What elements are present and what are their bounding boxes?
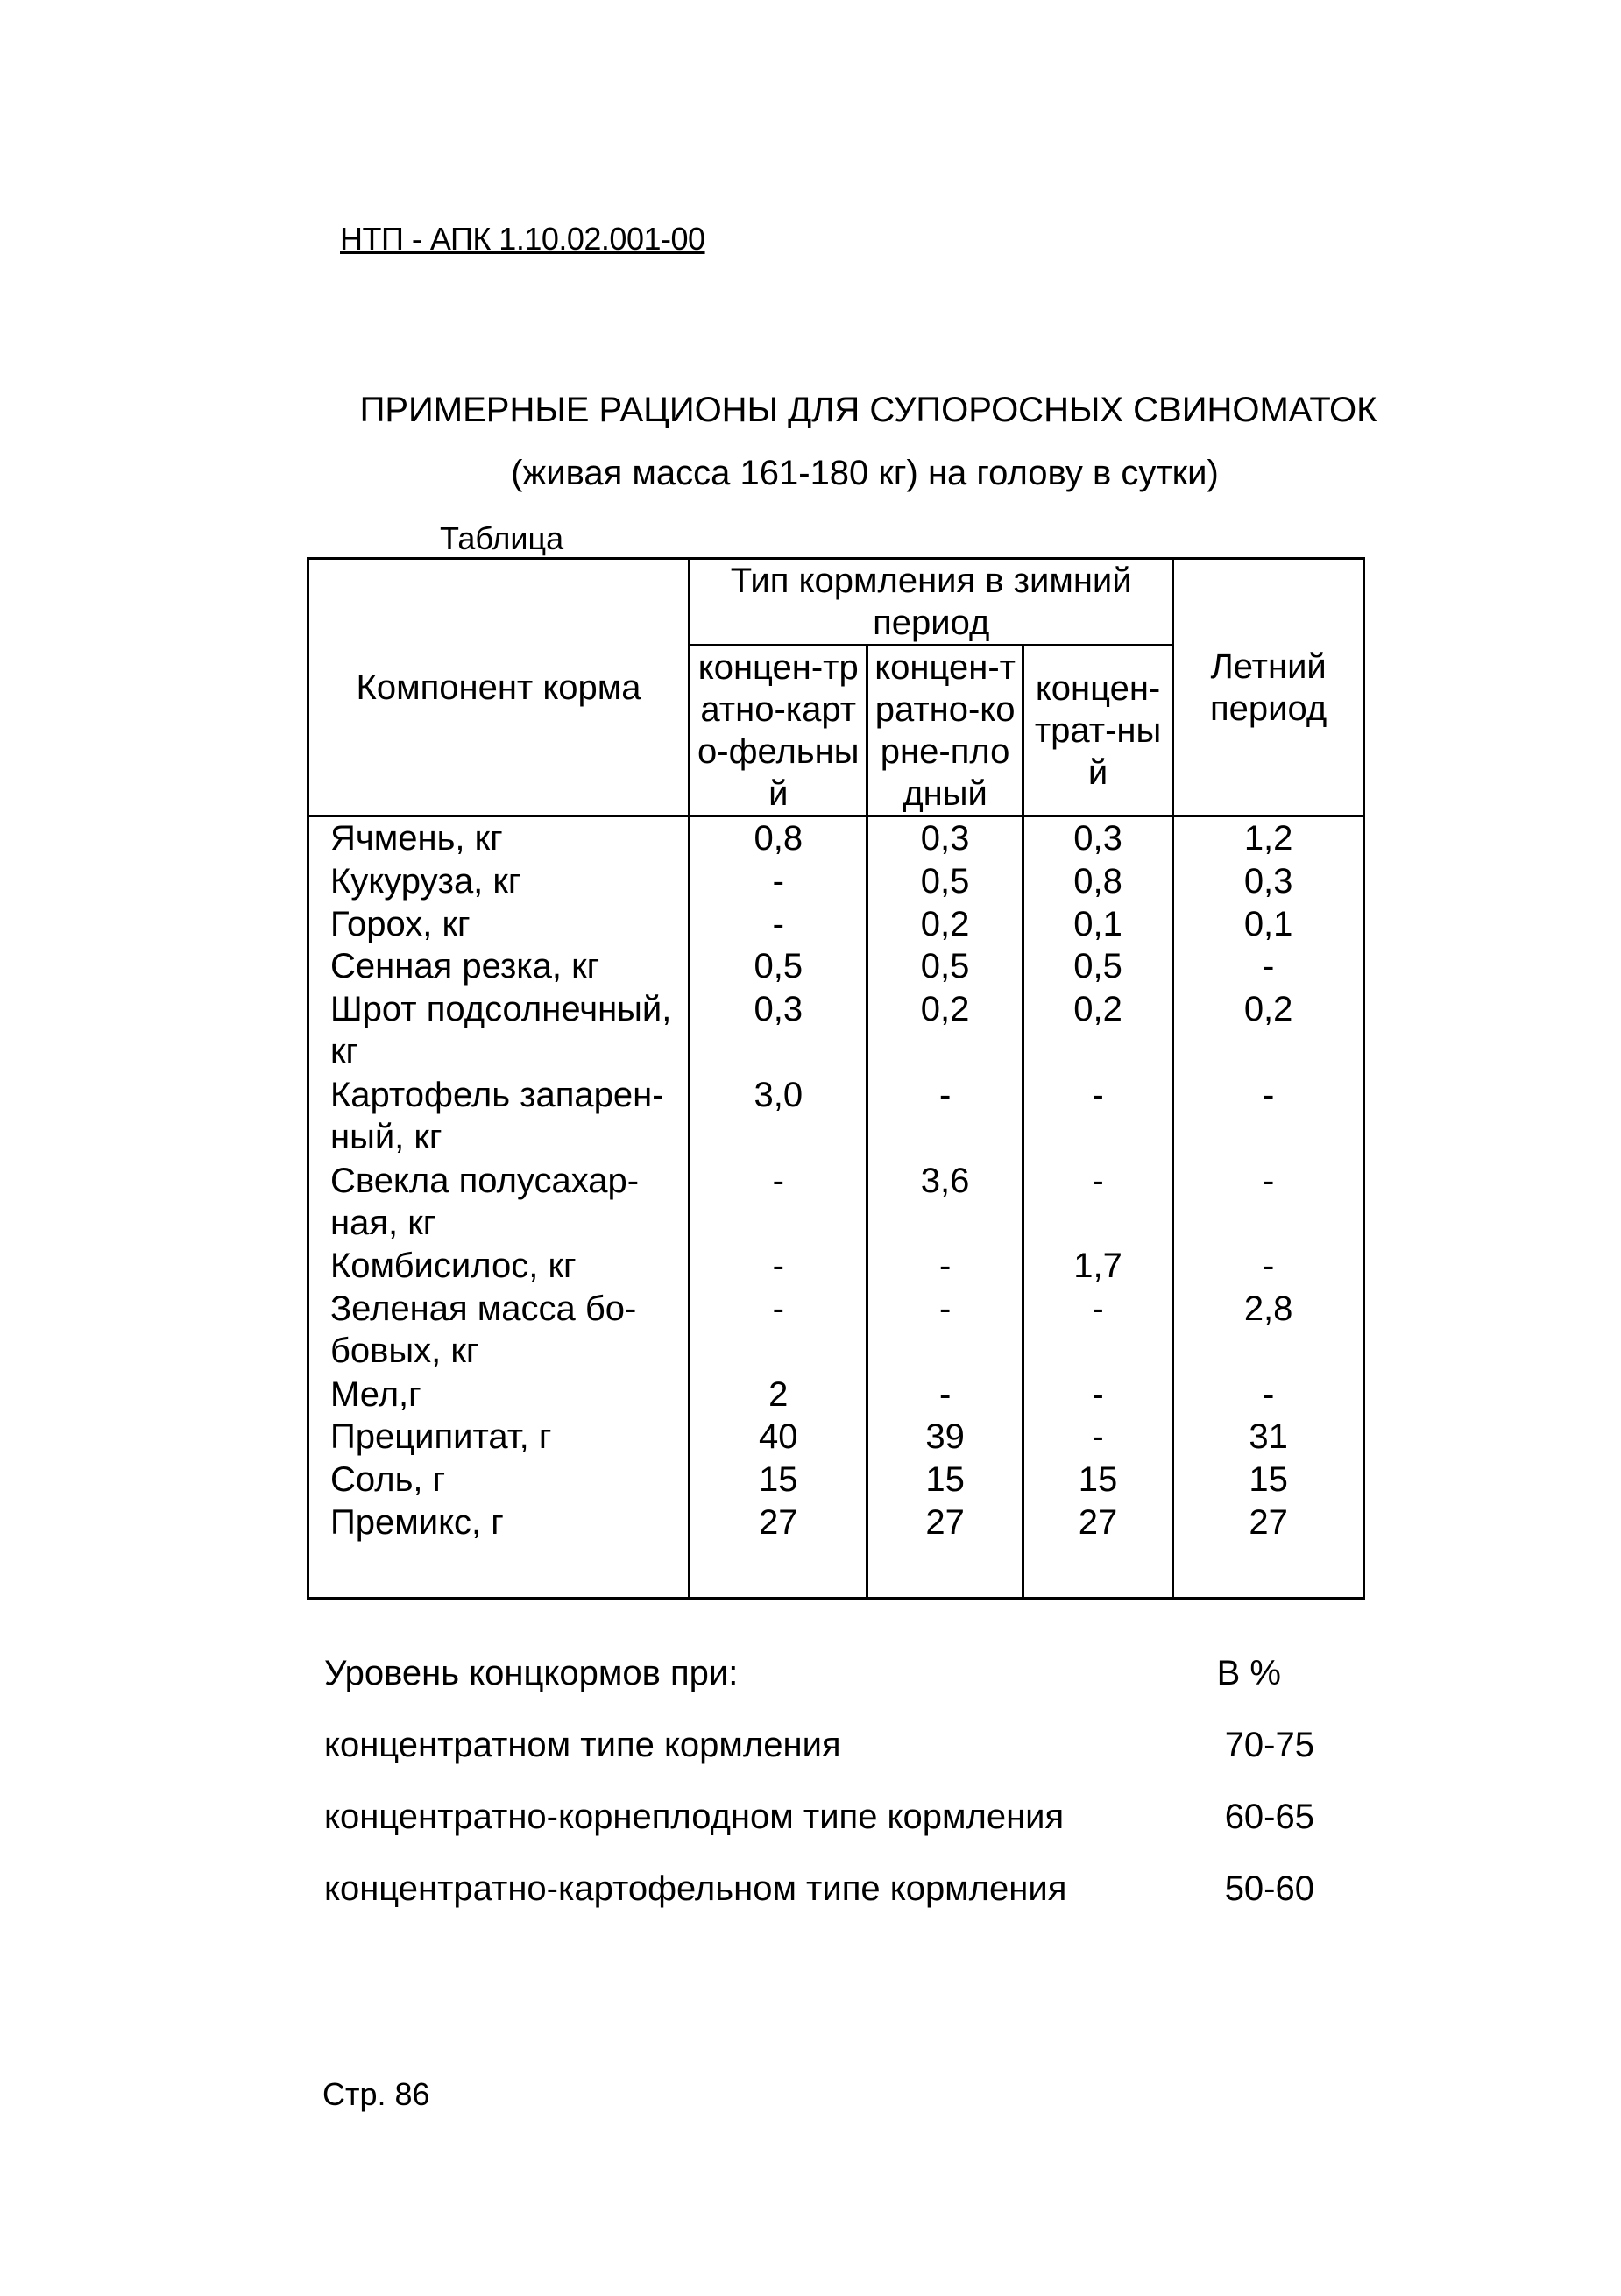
table-row — [308, 988, 1364, 1074]
value-cell: 0,8 — [690, 816, 867, 860]
component-cell: Комбисилос, кг — [308, 1245, 690, 1288]
empty-cell — [1023, 1544, 1172, 1599]
value-cell: 3,0 — [690, 1074, 867, 1160]
component-cell: Кукуруза, кг — [308, 860, 690, 903]
value-cell: - — [1173, 945, 1364, 988]
levels-unit: В % — [1216, 1654, 1281, 1692]
value-cell: - — [1173, 1245, 1364, 1288]
table-row — [308, 1459, 1364, 1501]
value-cell: 0,3 — [1023, 816, 1172, 860]
value-cell: 31 — [1173, 1416, 1364, 1459]
header-winter-group: Тип кормления в зимний период — [690, 559, 1173, 646]
levels-header-row — [324, 1654, 1314, 1703]
value-cell: 0,5 — [867, 945, 1023, 988]
value-cell: 0,2 — [867, 988, 1023, 1074]
levels-row — [324, 1869, 1314, 1918]
value-cell: 0,2 — [1173, 988, 1364, 1074]
value-cell: 27 — [1173, 1501, 1364, 1544]
levels-value: 60-65 — [1224, 1798, 1314, 1836]
levels-row — [324, 1798, 1314, 1847]
value-cell: - — [1023, 1288, 1172, 1374]
value-cell: - — [690, 1245, 867, 1288]
value-cell: 1,2 — [1173, 816, 1364, 860]
empty-cell — [1173, 1544, 1364, 1599]
value-cell: 40 — [690, 1416, 867, 1459]
value-cell: 3,6 — [867, 1160, 1023, 1246]
levels-heading: Уровень концкормов при: — [324, 1654, 739, 1692]
table-row — [308, 1416, 1364, 1459]
value-cell: 15 — [690, 1459, 867, 1501]
empty-cell — [690, 1544, 867, 1599]
value-cell: 0,3 — [690, 988, 867, 1074]
value-cell: 0,5 — [690, 945, 867, 988]
empty-cell — [867, 1544, 1023, 1599]
component-cell: Горох, кг — [308, 903, 690, 946]
value-cell: - — [867, 1245, 1023, 1288]
value-cell: 0,8 — [1023, 860, 1172, 903]
value-cell: 2 — [690, 1374, 867, 1416]
table-row — [308, 816, 1364, 860]
value-cell: - — [867, 1288, 1023, 1374]
value-cell: - — [1023, 1160, 1172, 1246]
table-row — [308, 1374, 1364, 1416]
value-cell: - — [690, 860, 867, 903]
levels-label: концентратном типе кормления — [324, 1726, 841, 1764]
value-cell: 27 — [867, 1501, 1023, 1544]
component-cell: Соль, г — [308, 1459, 690, 1501]
document-code: НТП - АПК 1.10.02.001-00 — [340, 221, 705, 257]
value-cell: - — [690, 1288, 867, 1374]
value-cell: - — [1023, 1374, 1172, 1416]
empty-cell — [308, 1544, 690, 1599]
value-cell: - — [690, 1160, 867, 1246]
value-cell: - — [867, 1374, 1023, 1416]
ration-table-body — [308, 816, 1364, 1599]
levels-value: 70-75 — [1224, 1726, 1314, 1764]
table-subtitle: (живая масса 161-180 кг) на голову в сутки) — [511, 454, 1219, 492]
table-label: Таблица — [440, 520, 564, 556]
header-col-conc: концен-трат-ный — [1023, 646, 1172, 816]
component-cell: Сенная резка, кг — [308, 945, 690, 988]
table-row — [308, 860, 1364, 903]
value-cell: 1,7 — [1023, 1245, 1172, 1288]
component-cell: Премикс, г — [308, 1501, 690, 1544]
value-cell: - — [1173, 1160, 1364, 1246]
table-title: ПРИМЕРНЫЕ РАЦИОНЫ ДЛЯ СУПОРОСНЫХ СВИНОМАТОК — [359, 391, 1377, 429]
header-component: Компонент корма — [308, 559, 690, 816]
table-row — [308, 1160, 1364, 1246]
value-cell: - — [690, 903, 867, 946]
value-cell: - — [1173, 1074, 1364, 1160]
ration-table — [307, 557, 1365, 1600]
component-cell: Картофель запарен-ный, кг — [308, 1074, 690, 1160]
header-col-conc-potato: концен-тратно-карто-фельный — [690, 646, 867, 816]
table-row — [308, 1288, 1364, 1374]
value-cell: 0,2 — [867, 903, 1023, 946]
levels-row — [324, 1726, 1314, 1775]
levels-label: концентратно-корнеплодном типе кормления — [324, 1798, 1065, 1836]
value-cell: 0,3 — [1173, 860, 1364, 903]
component-cell: Зеленая масса бо-бовых, кг — [308, 1288, 690, 1374]
table-row — [308, 1501, 1364, 1544]
levels-value: 50-60 — [1224, 1869, 1314, 1908]
value-cell: 0,5 — [867, 860, 1023, 903]
value-cell: 15 — [867, 1459, 1023, 1501]
value-cell: 0,5 — [1023, 945, 1172, 988]
value-cell: - — [1023, 1074, 1172, 1160]
value-cell: 0,2 — [1023, 988, 1172, 1074]
component-cell: Шрот подсолнечный, кг — [308, 988, 690, 1074]
table-row — [308, 945, 1364, 988]
value-cell: 2,8 — [1173, 1288, 1364, 1374]
value-cell: 0,1 — [1023, 903, 1172, 946]
component-cell: Преципитат, г — [308, 1416, 690, 1459]
value-cell: 0,1 — [1173, 903, 1364, 946]
value-cell: 15 — [1023, 1459, 1172, 1501]
table-filler-row — [308, 1544, 1364, 1599]
value-cell: - — [867, 1074, 1023, 1160]
header-summer: Летний период — [1173, 559, 1364, 816]
value-cell: 15 — [1173, 1459, 1364, 1501]
page-number: Стр. 86 — [322, 2076, 430, 2112]
component-cell: Мел,г — [308, 1374, 690, 1416]
levels-label: концентратно-картофельном типе кормления — [324, 1869, 1067, 1908]
value-cell: 27 — [690, 1501, 867, 1544]
component-cell: Ячмень, кг — [308, 816, 690, 860]
table-row — [308, 1074, 1364, 1160]
value-cell: - — [1023, 1416, 1172, 1459]
table-row — [308, 1245, 1364, 1288]
value-cell: - — [1173, 1374, 1364, 1416]
value-cell: 0,3 — [867, 816, 1023, 860]
table-row — [308, 903, 1364, 946]
value-cell: 27 — [1023, 1501, 1172, 1544]
value-cell: 39 — [867, 1416, 1023, 1459]
header-col-conc-root: концен-тратно-корне-плодный — [867, 646, 1023, 816]
component-cell: Свекла полусахар-ная, кг — [308, 1160, 690, 1246]
